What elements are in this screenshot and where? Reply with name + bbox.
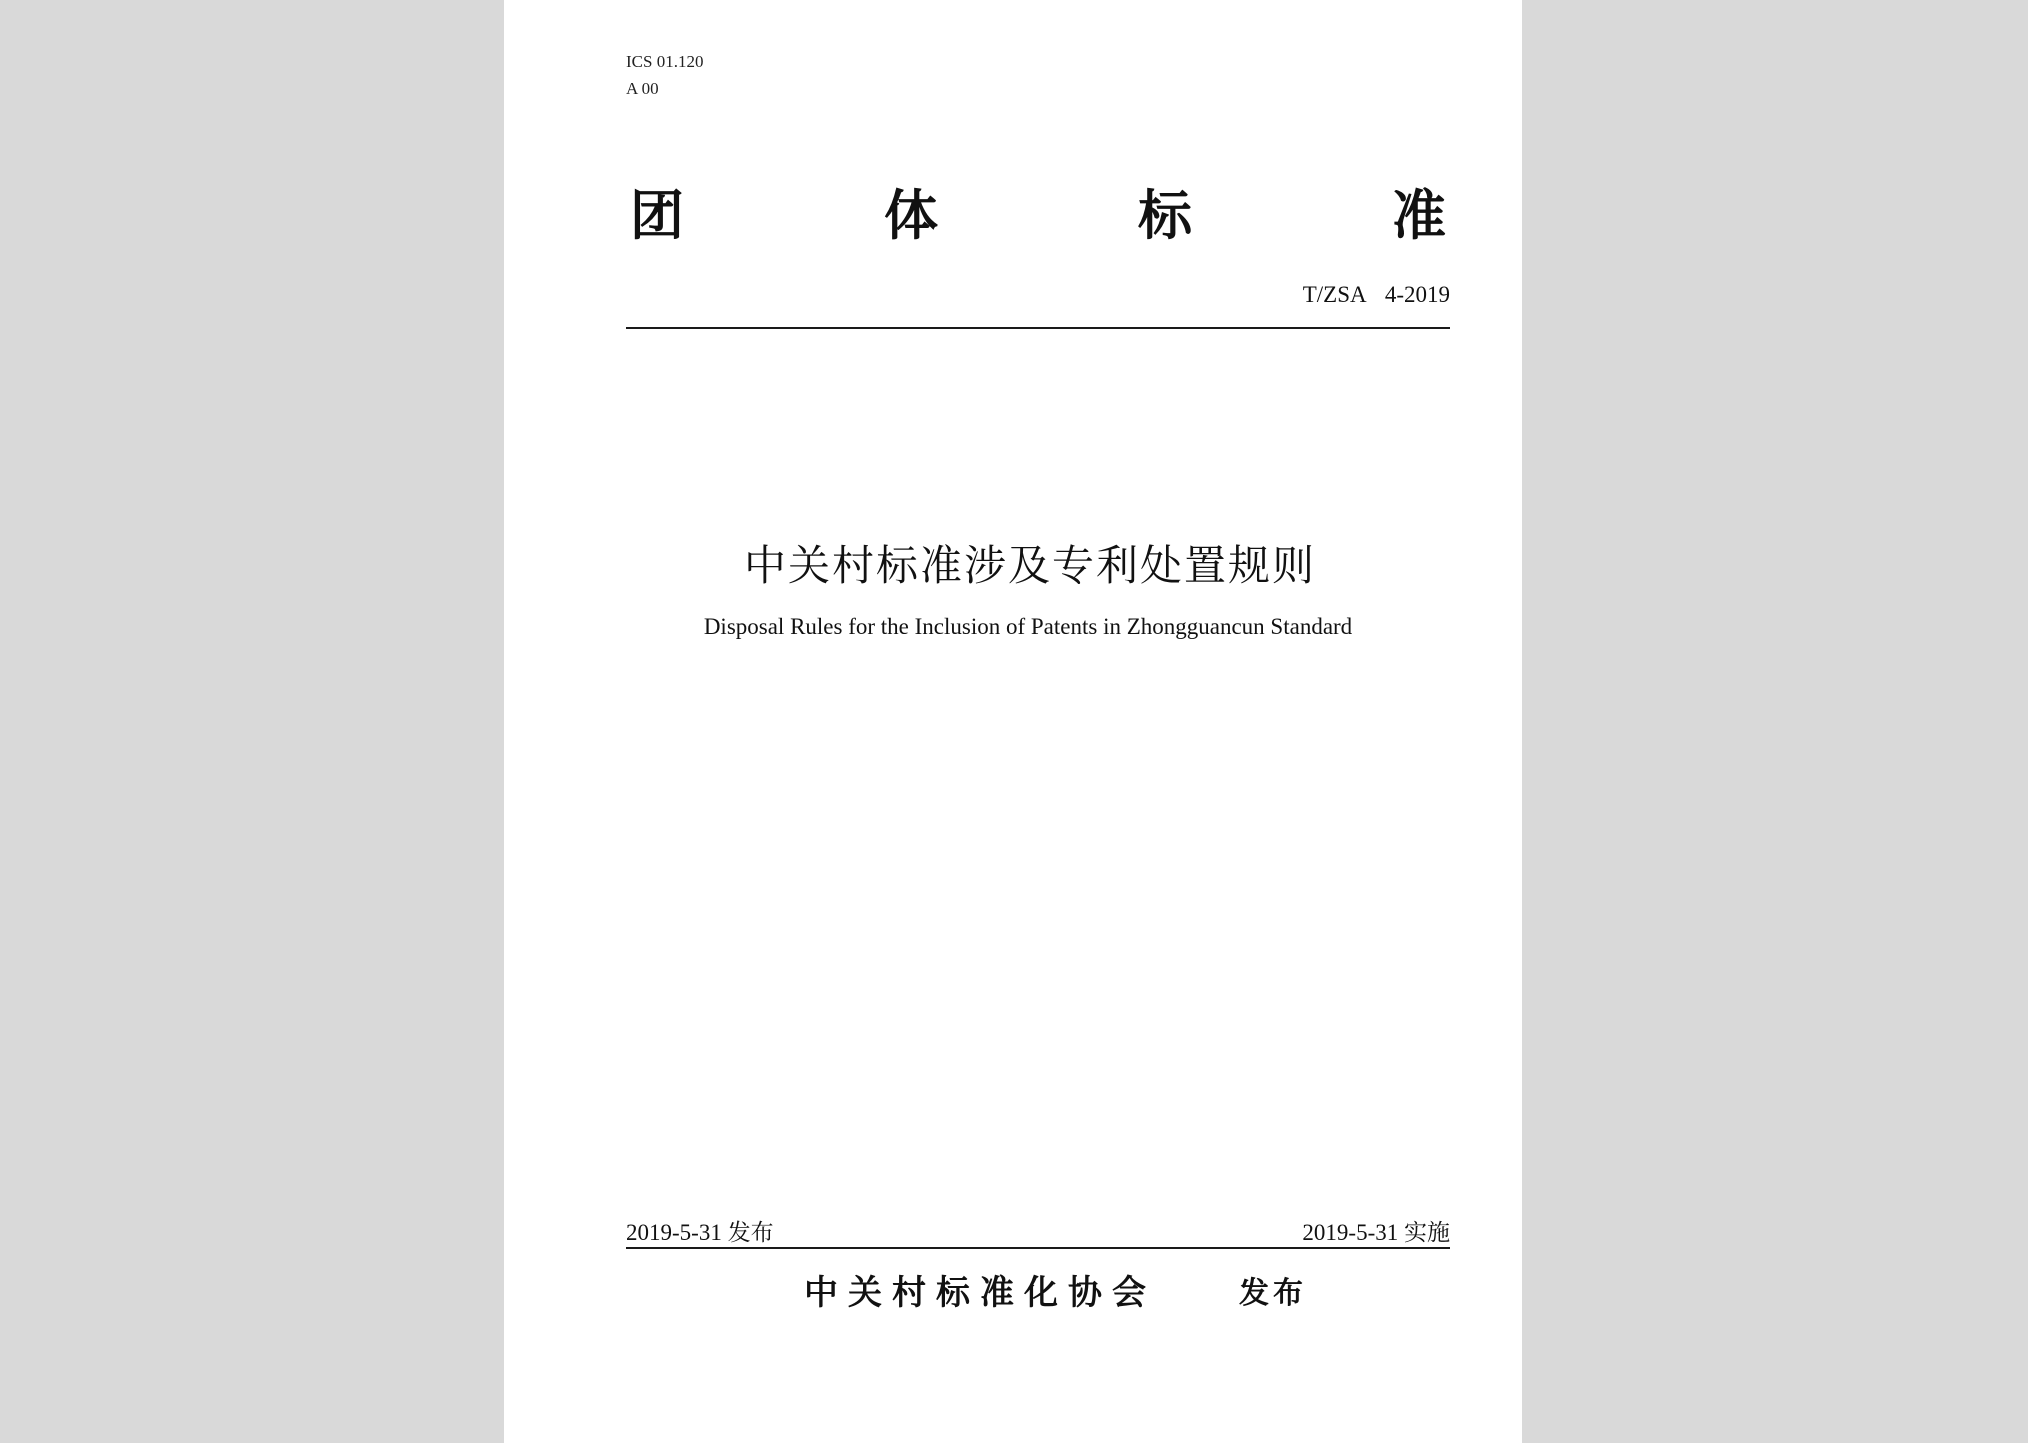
standard-type-heading bbox=[630, 186, 1446, 246]
ccs-code: A 00 bbox=[626, 79, 659, 98]
standard-type-char: 标 bbox=[1138, 184, 1192, 247]
document-page bbox=[504, 0, 1522, 1443]
standard-type-char: 准 bbox=[1392, 184, 1446, 247]
footer-divider bbox=[626, 1247, 1450, 1249]
title-chinese: 中关村标准涉及专利处置规则 bbox=[743, 541, 1316, 590]
standard-type-char: 团 bbox=[630, 184, 684, 247]
header-divider bbox=[626, 327, 1450, 329]
dates-row bbox=[626, 1219, 1450, 1247]
implement-date: 2019-5-31 实施 bbox=[1302, 1220, 1450, 1245]
issuer-name: 中关村标准化协会 bbox=[804, 1273, 1156, 1313]
title-english: Disposal Rules for the Inclusion of Patents in Zhongguancun Standard bbox=[703, 614, 1353, 639]
issue-date: 2019-5-31 发布 bbox=[626, 1220, 774, 1245]
issuer-action: 发布 bbox=[1239, 1276, 1307, 1311]
standard-number: T/ZSA 4-2019 bbox=[1302, 282, 1450, 307]
ics-code: ICS 01.120 bbox=[626, 52, 704, 71]
standard-type-char: 体 bbox=[884, 184, 938, 247]
